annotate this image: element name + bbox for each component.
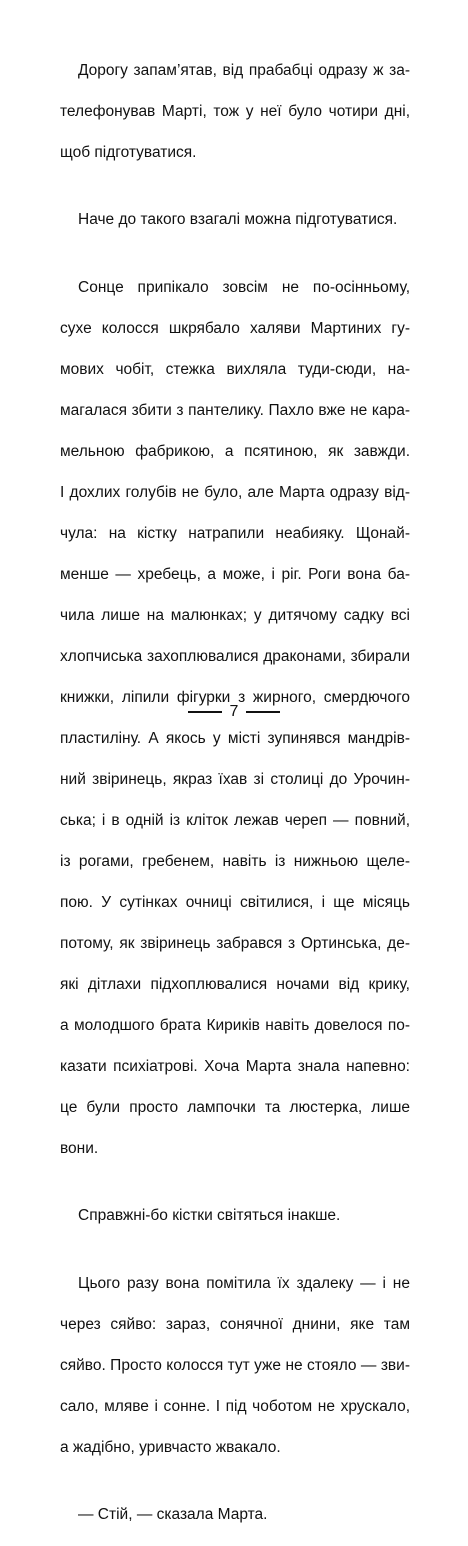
page-number: 7 [230, 703, 239, 721]
text-line: Дорогу запам’ятав, від прабабці одразу ж зa- [60, 61, 410, 82]
text-line: потому, як звіринець забрався з Ортинська, де- [60, 934, 410, 955]
text-line: книжки, ліпили фігурки з жирного, смердючого [60, 688, 410, 709]
text-line: пластиліну. А якось у місті зупинявся мандрів- [60, 729, 410, 750]
text-line: пою. У сутінках очниці світилися, і ще місяць [60, 893, 410, 914]
text-line: через сяйво: зараз, сонячної днини, яке там [60, 1315, 410, 1336]
text-line: сяйво. Просто колосся тут уже не стояло — зви- [60, 1356, 410, 1377]
text-line: із рогами, гребенем, навіть із нижньою щеле- [60, 852, 410, 873]
book-page [0, 0, 468, 750]
paragraph-2 [60, 190, 410, 252]
paragraph-6 [60, 1485, 410, 1546]
text-line: менше — хребець, а може, і ріг. Роги вона ба- [60, 565, 410, 586]
text-line: Наче до такого взагалі можна підготуватися. [60, 210, 410, 231]
text-line: ний звіринець, якраз їхав зі столиці до Урочин- [60, 770, 410, 791]
body-text [60, 40, 410, 1546]
text-line: чила лише на малюнках; у дитячому садку всі [60, 606, 410, 627]
text-line: які дітлахи підхоплювалися ночами від крику, [60, 975, 410, 996]
text-line: магалася збити з пантелику. Пахло вже не кара- [60, 401, 410, 422]
text-line: Сонце припікало зовсім не по-осінньому, [60, 278, 410, 299]
paragraph-1 [60, 40, 410, 184]
folio-rule-right [246, 711, 280, 713]
text-line: щоб підготуватися. [60, 143, 410, 164]
text-line: сало, мляве і сонне. І під чоботом не хрускало, [60, 1397, 410, 1418]
text-line: мових чобіт, стежка вихляла туди-сюди, на- [60, 360, 410, 381]
page-number-footer [0, 700, 468, 724]
text-line: ська; і в одній із кліток лежав череп — повний, [60, 811, 410, 832]
paragraph-5 [60, 1253, 410, 1479]
text-line: Цього разу вона помітила їх здалеку — і не [60, 1274, 410, 1295]
text-line: а жадібно, уривчасто жвакало. [60, 1438, 410, 1459]
text-line: мельною фабрикою, а псятиною, як завжди. [60, 442, 410, 463]
text-line: це були просто лампочки та люстерка, лише [60, 1098, 410, 1119]
paragraph-4 [60, 1186, 410, 1248]
text-line: хлопчиська захоплювалися драконами, збирали [60, 647, 410, 668]
text-line: Справжні-бо кістки світяться інакше. [60, 1206, 410, 1227]
text-line: телефонував Марті, тож у неї було чотири дні, [60, 102, 410, 123]
folio-rule-left [188, 711, 222, 713]
text-line: сухе колосся шкрябало халяви Мартиних гу- [60, 319, 410, 340]
text-line: казати психіатрові. Хоча Марта знала напевно: [60, 1057, 410, 1078]
text-line: — Стій, — сказала Марта. [60, 1505, 410, 1526]
text-line: а молодшого брата Кириків навіть довелося по- [60, 1016, 410, 1037]
text-line: І дохлих голубів не було, але Марта одразу від- [60, 483, 410, 504]
text-line: вони. [60, 1139, 410, 1160]
text-line: чула: на кістку натрапили неабияку. Щонай- [60, 524, 410, 545]
